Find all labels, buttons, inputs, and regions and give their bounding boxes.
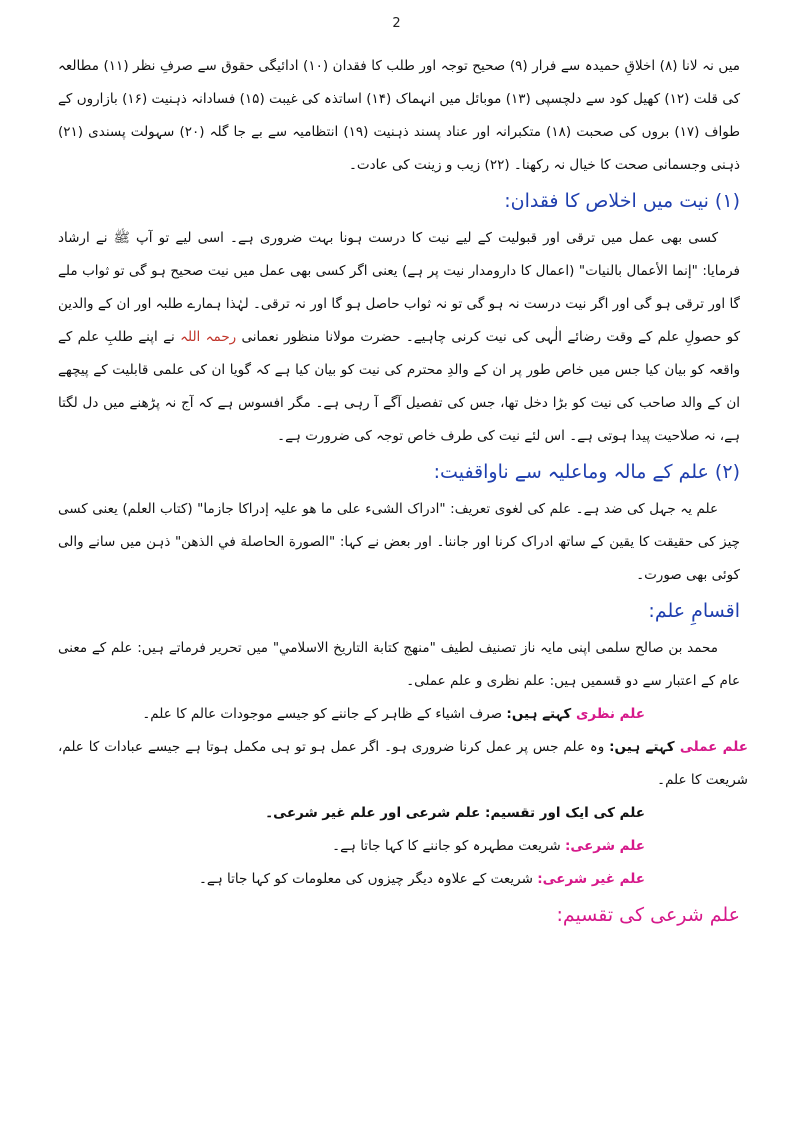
definition-line	[58, 731, 770, 797]
honorific-text: رحمہ اللہ	[180, 329, 237, 345]
section-heading-1: (۱) نیت میں اخلاص کا فقدان:	[504, 190, 740, 212]
definition-text: علم کی ایک اور تقسیم: علم شرعی اور علم غیر شرعی۔	[265, 805, 645, 821]
section2-paragraph: علم یہ جہل کی ضد ہے۔ علم کی لغوی تعریف: "ادراک الشیء علی ما ھو علیہ إدراکا جازما" (کتاب العلم) یعنی کسی چیز کی حقیقت کا یقین کے ساتھ ادراک کرنا اور جاننا۔ اور بعض نے کہا: "الصورة الحاصلة في الذهن" ذہن میں سانے والی کوئی بھی صورت۔	[58, 501, 740, 583]
definition-term: علم نظری	[575, 706, 645, 722]
definition-term-suffix: کہتے ہیں:	[506, 706, 576, 722]
definition-text: شریعت مطہرہ کو جاننے کا کہا جاتا ہے۔	[332, 838, 566, 854]
page-content	[58, 50, 748, 936]
definition-line	[58, 863, 740, 896]
section3-paragraph: محمد بن صالح سلمی اپنی مایہ ناز تصنیف لطیف "منهج كتابة التاريخ الاسلامي" میں تحریر فرماتے ہیں: علم کے معنی عام کے اعتبار سے دو قسمیں ہیں: علم نظری و علم عملی۔	[58, 640, 740, 689]
definition-term: علم غیر شرعی:	[537, 871, 645, 887]
definition-line	[58, 698, 740, 731]
section-heading-2: (۲) علم کے مالہ وماعلیہ سے ناواقفیت:	[433, 461, 740, 483]
definition-line	[58, 830, 740, 863]
intro-paragraph: میں نہ لانا (۸) اخلاقِ حمیدہ سے فرار (۹) صحیح توجہ اور طلب کا فقدان (۱۰) ادائیگی حقوق سے صرفِ نظر (۱۱) مطالعہ کی قلت (۱۲) کھیل کود سے دلچسپی (۱۳) موبائل میں انہماک (۱۴) اساتذہ کی غیبت (۱۵) فسادانہ ذہنیت (۱۶) بازاروں کے طواف (۱۷) بروں کی صحبت (۱۸) متکبرانہ اور عناد پسند ذہنیت (۱۹) انتظامیہ سے بے جا گلہ (۲۰) سہولت پسندی (۲۱) ذہنی وجسمانی صحت کا خیال نہ رکھنا۔ (۲۲) زیب و زینت کی عادت۔	[58, 58, 741, 173]
definition-text: صرف اشیاء کے ظاہر کے جاننے کو جیسے موجودات عالم کا علم۔	[142, 706, 507, 722]
page-number: 2	[392, 16, 401, 31]
section1-paragraph	[58, 222, 740, 453]
section1-text-a: کسی بھی عمل میں ترقی اور قبولیت کے لیے نیت کا درست ہونا بہت ضروری ہے۔ اسی لیے تو آپ ﷺ نے ارشاد فرمایا: "إنما الأعمال بالنیات" (اعمال کا دارومدار نیت پر ہے) یعنی اگر کسی بھی عمل میں نیت صحیح ہو گی تو ثواب ملے گا اور ترقی ہو گی اور اگر نیت درست نہ ہو گی تو نہ ثواب حاصل ہو گا اور نہ ترقی۔ لہٰذا ہمارے طلبہ اور ان کے والدین کو حصولِ علم کے وقت رضائے الٰہی کی نیت کرنی چاہیے۔ حضرت مولانا منظور نعمانی	[58, 230, 741, 345]
definition-text: وہ علم جس پر عمل کرنا ضروری ہو۔ اگر عمل ہو تو ہی مکمل ہوتا ہے جیسے عبادات کا علم، شریعت کا علم۔	[58, 739, 748, 788]
definition-text: شریعت کے علاوہ دیگر چیزوں کی معلومات کو کہا جاتا ہے۔	[199, 871, 538, 887]
definition-term: علم شرعی:	[565, 838, 645, 854]
section1-text-b: نے اپنے طلبِ علم کے واقعہ کو بیان کیا جس میں خاص طور پر ان کے والدِ محترم کی نیت کو بیان کیا ہے کہ گویا ان کی علمی قابلیت کے پیچھے ان کے والد صاحب کی نیت کو بڑا دخل تھا، جس کی تفصیل آگے آ رہی ہے۔ مگر افسوس ہے کہ آج نہ پڑھنے میں دل لگتا ہے، نہ صلاحیت پیدا ہوتی ہے۔ اس لئے نیت کی طرف خاص توجہ کی ضرورت ہے۔	[58, 329, 740, 444]
section-heading-3: اقسامِ علم:	[648, 600, 740, 622]
definition-term: علم عملی	[679, 739, 748, 755]
definition-term-suffix: کہتے ہیں:	[609, 739, 680, 755]
section-heading-4: علم شرعی کی تقسیم:	[556, 904, 740, 926]
definition-line	[58, 797, 740, 830]
